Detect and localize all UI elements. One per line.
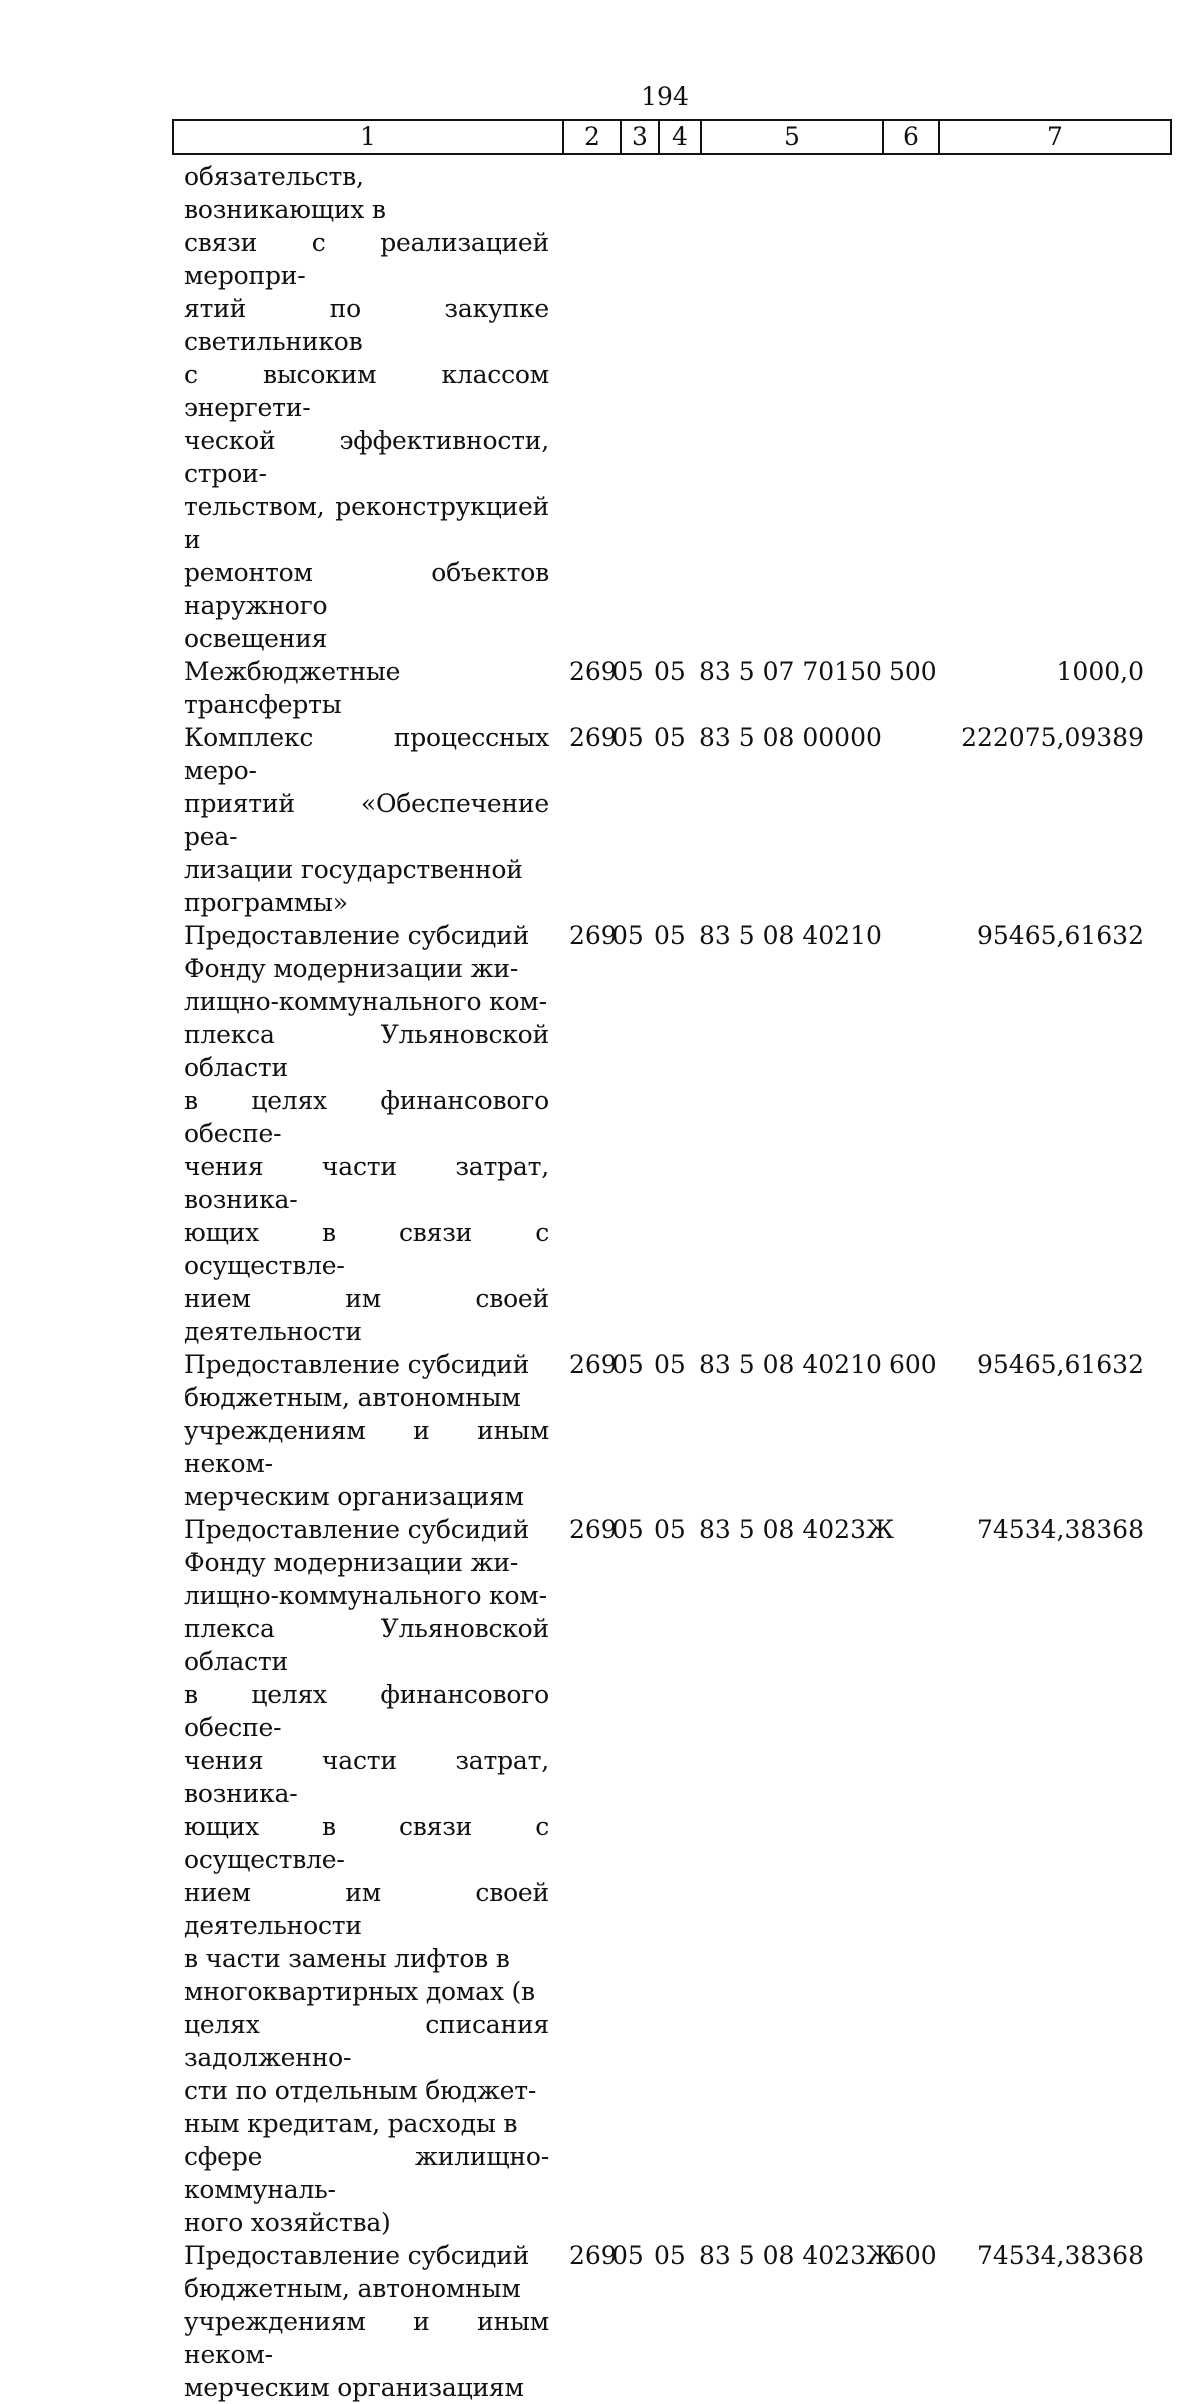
table-row <box>184 919 1144 1348</box>
header-col-6: 6 <box>884 121 940 153</box>
target-article-code: 83 5 08 00000 <box>699 723 882 752</box>
admin-code: 269 <box>569 921 617 950</box>
amount: 222075,09389 <box>961 723 1144 752</box>
header-col-2: 2 <box>564 121 622 153</box>
table-row <box>184 721 1144 919</box>
amount: 95465,61632 <box>976 1350 1144 1379</box>
target-article-code: 83 5 08 40210 <box>699 921 882 950</box>
table-body <box>184 160 1144 2404</box>
row-description: Предоставление субсидий Фонду модернизации жи- лищно-коммунального ком- плекса Ульяновской области в целях финансового обеспе- чения части затрат, возника- ющих в связи с осуществле- нием им своей деятельности в части замены лифтов в многоквартирных домах (в целях списания задолженно- сти по отдельным бюджет- ным кредитам, расходы в сфере жилищно-коммуналь- ного хозяйства) <box>184 1515 549 2237</box>
section-code: 05 <box>612 657 644 686</box>
expense-type-code: 600 <box>889 2241 937 2270</box>
admin-code: 269 <box>569 657 617 686</box>
target-article-code: 83 5 08 4023Ж <box>699 1515 895 1544</box>
header-col-4: 4 <box>660 121 702 153</box>
section-code: 05 <box>612 2241 644 2270</box>
expense-type-code: 600 <box>889 1350 937 1379</box>
section-code: 05 <box>612 1515 644 1544</box>
table-row <box>184 1348 1144 1513</box>
subsection-code: 05 <box>654 2241 686 2270</box>
header-col-5: 5 <box>702 121 884 153</box>
subsection-code: 05 <box>654 657 686 686</box>
target-article-code: 83 5 07 70150 <box>699 657 882 686</box>
row-description: Комплекс процессных меро- приятий «Обеспечение реа- лизации государственной программы» <box>184 723 549 917</box>
admin-code: 269 <box>569 1350 617 1379</box>
subsection-code: 05 <box>654 1350 686 1379</box>
table-header <box>172 119 1172 155</box>
row-description: Предоставление субсидий Фонду модернизации жи- лищно-коммунального ком- плекса Ульяновской области в целях финансового обеспе- чения части затрат, возника- ющих в связи с осуществле- нием им своей деятельности <box>184 921 549 1346</box>
header-col-3: 3 <box>622 121 660 153</box>
amount: 1000,0 <box>1056 657 1144 686</box>
amount: 95465,61632 <box>976 921 1144 950</box>
row-description: обязательств, возникающих в связи с реализацией меропри- ятий по закупке светильников с высоким классом энергети- ческой эффективности, строи- тельством, реконструкцией и ремонтом объектов наружного освещения <box>184 162 549 653</box>
header-col-7: 7 <box>1047 122 1063 151</box>
section-code: 05 <box>612 921 644 950</box>
table-row <box>184 655 1144 721</box>
subsection-code: 05 <box>654 921 686 950</box>
page-number: 194 <box>641 82 689 111</box>
header-col-1: 1 <box>174 121 564 153</box>
row-description: Предоставление субсидий бюджетным, автономным учреждениям и иным неком- мерческим организациям <box>184 2241 549 2402</box>
section-code: 05 <box>612 1350 644 1379</box>
row-description: Межбюджетные трансферты <box>184 657 401 719</box>
expense-type-code: 500 <box>889 657 937 686</box>
admin-code: 269 <box>569 723 617 752</box>
target-article-code: 83 5 08 4023Ж <box>699 2241 895 2270</box>
admin-code: 269 <box>569 1515 617 1544</box>
table-row <box>184 2239 1144 2404</box>
subsection-code: 05 <box>654 1515 686 1544</box>
admin-code: 269 <box>569 2241 617 2270</box>
amount: 74534,38368 <box>976 2241 1144 2270</box>
subsection-code: 05 <box>654 723 686 752</box>
table-row <box>184 1513 1144 2239</box>
target-article-code: 83 5 08 40210 <box>699 1350 882 1379</box>
amount: 74534,38368 <box>976 1515 1144 1544</box>
row-description: Предоставление субсидий бюджетным, автономным учреждениям и иным неком- мерческим организациям <box>184 1350 549 1511</box>
table-row <box>184 160 1144 655</box>
section-code: 05 <box>612 723 644 752</box>
